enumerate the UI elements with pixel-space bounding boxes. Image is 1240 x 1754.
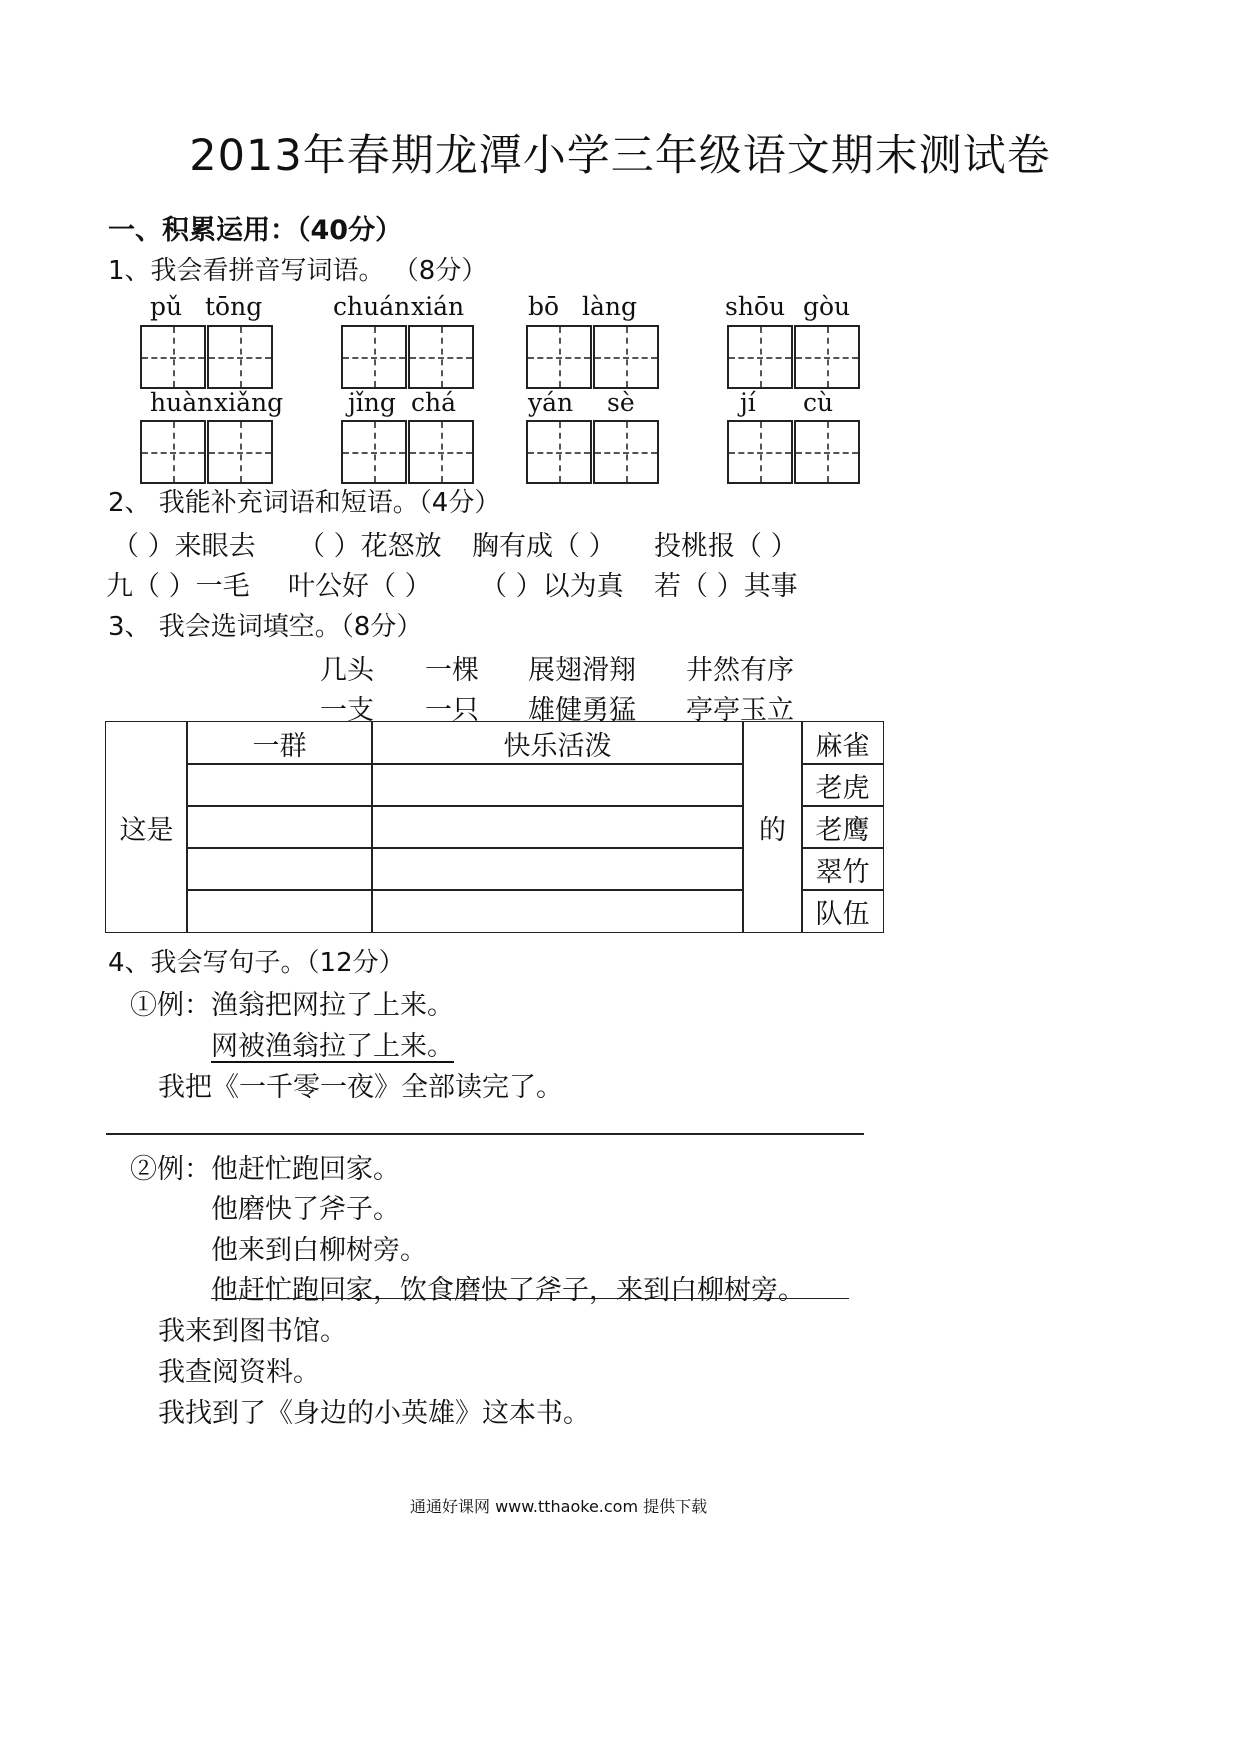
idiom-blank[interactable]: （ ）以为真 bbox=[480, 571, 624, 602]
word-option: 展翅滑翔 bbox=[528, 655, 636, 686]
example-2-sentence: 他赶忙跑回家。 bbox=[211, 1154, 400, 1185]
pinyin-label: pǔ bbox=[150, 292, 183, 321]
task-2-sentence: 我找到了《身边的小英雄》这本书。 bbox=[158, 1398, 590, 1429]
example-1-label: ①例： bbox=[130, 990, 211, 1021]
word-option: 一支 bbox=[320, 695, 374, 726]
example-2-label: ②例： bbox=[130, 1154, 211, 1185]
word-option: 井然有序 bbox=[686, 655, 794, 686]
table-adjective-cell: 快乐活泼 bbox=[371, 721, 744, 765]
question-2-heading: 2、 我能补充词语和短语。（4分） bbox=[108, 488, 501, 518]
example-2-sentence: 他来到白柳树旁。 bbox=[211, 1235, 427, 1266]
question-1-heading: 1、我会看拼音写词语。 （8分） bbox=[108, 256, 488, 286]
example-2-sentence: 他磨快了斧子。 bbox=[211, 1194, 400, 1225]
table-adjective-cell[interactable] bbox=[371, 847, 744, 891]
example-2-underline bbox=[211, 1298, 849, 1299]
task-1-sentence: 我把《一千零一夜》全部读完了。 bbox=[158, 1072, 563, 1103]
table-adjective-cell[interactable] bbox=[371, 805, 744, 849]
question-4-heading: 4、我会写句子。（12分） bbox=[108, 948, 405, 978]
idiom-blank[interactable]: 叶公好（ ） bbox=[288, 571, 432, 602]
word-option: 雄健勇猛 bbox=[528, 695, 636, 726]
task-2-sentence: 我查阅资料。 bbox=[158, 1357, 320, 1388]
table-adjective-cell[interactable] bbox=[371, 763, 744, 807]
idiom-blank[interactable]: （ ）花怒放 bbox=[298, 531, 442, 562]
pinyin-label: xiǎng bbox=[214, 388, 284, 417]
example-1-sentence: 渔翁把网拉了上来。 bbox=[211, 990, 454, 1021]
idiom-blank[interactable]: 若（ ）其事 bbox=[654, 571, 798, 602]
writing-box[interactable] bbox=[727, 325, 793, 389]
pinyin-label: yán bbox=[528, 388, 574, 417]
page-title: 2013年春期龙潭小学三年级语文期末测试卷 bbox=[189, 131, 1051, 181]
table-noun-cell: 翠竹 bbox=[801, 847, 884, 891]
pinyin-label: shōu bbox=[725, 292, 786, 321]
writing-box[interactable] bbox=[408, 420, 474, 484]
pinyin-label: xián bbox=[411, 292, 465, 321]
question-3-heading: 3、 我会选词填空。（8分） bbox=[108, 612, 423, 642]
writing-box[interactable] bbox=[526, 420, 592, 484]
table-noun-cell: 老鹰 bbox=[801, 805, 884, 849]
writing-box[interactable] bbox=[727, 420, 793, 484]
table-lead-cell: 这是 bbox=[105, 721, 188, 933]
writing-box[interactable] bbox=[341, 420, 407, 484]
pinyin-label: chuán bbox=[333, 292, 411, 321]
writing-box[interactable] bbox=[341, 325, 407, 389]
idiom-blank[interactable]: 投桃报（ ） bbox=[654, 531, 798, 562]
table-measure-cell[interactable] bbox=[186, 889, 373, 933]
pinyin-label: chá bbox=[411, 388, 457, 417]
table-adjective-cell[interactable] bbox=[371, 889, 744, 933]
table-noun-cell: 老虎 bbox=[801, 763, 884, 807]
pinyin-label: cù bbox=[803, 388, 834, 417]
table-measure-cell[interactable] bbox=[186, 847, 373, 891]
example-2-answer: 他赶忙跑回家，饮食磨快了斧子，来到白柳树旁。 bbox=[211, 1275, 805, 1306]
table-de-cell: 的 bbox=[742, 721, 803, 933]
writing-box[interactable] bbox=[207, 325, 273, 389]
task-2-sentence: 我来到图书馆。 bbox=[158, 1316, 347, 1347]
table-noun-cell: 麻雀 bbox=[801, 721, 884, 765]
idiom-blank[interactable]: 九（ ）一毛 bbox=[106, 571, 250, 602]
writing-box[interactable] bbox=[526, 325, 592, 389]
pinyin-label: huàn bbox=[150, 388, 214, 417]
footer-source: 通通好课网 www.tthaoke.com 提供下载 bbox=[410, 1497, 708, 1516]
table-noun-cell: 队伍 bbox=[801, 889, 884, 933]
word-option: 亭亭玉立 bbox=[686, 695, 794, 726]
writing-box[interactable] bbox=[408, 325, 474, 389]
pinyin-label: sè bbox=[607, 388, 635, 417]
pinyin-label: làng bbox=[582, 292, 638, 321]
writing-box[interactable] bbox=[140, 420, 206, 484]
writing-box[interactable] bbox=[794, 420, 860, 484]
pinyin-label: jí bbox=[740, 388, 756, 417]
word-option: 几头 bbox=[320, 655, 374, 686]
word-option: 一只 bbox=[425, 695, 479, 726]
answer-line[interactable] bbox=[106, 1133, 864, 1135]
writing-box[interactable] bbox=[593, 325, 659, 389]
writing-box[interactable] bbox=[593, 420, 659, 484]
example-1-answer: 网被渔翁拉了上来。 bbox=[211, 1031, 454, 1062]
writing-box[interactable] bbox=[794, 325, 860, 389]
writing-box[interactable] bbox=[140, 325, 206, 389]
pinyin-label: jǐng bbox=[348, 388, 396, 417]
writing-box[interactable] bbox=[207, 420, 273, 484]
pinyin-label: gòu bbox=[803, 292, 851, 321]
table-measure-cell: 一群 bbox=[186, 721, 373, 765]
idiom-blank[interactable]: （ ）来眼去 bbox=[112, 531, 256, 562]
idiom-blank[interactable]: 胸有成（ ） bbox=[472, 531, 616, 562]
table-measure-cell[interactable] bbox=[186, 763, 373, 807]
word-option: 一棵 bbox=[425, 655, 479, 686]
pinyin-label: tōng bbox=[205, 292, 263, 321]
section-1-heading: 一、积累运用：（40分） bbox=[108, 215, 403, 246]
pinyin-label: bō bbox=[528, 292, 560, 321]
table-measure-cell[interactable] bbox=[186, 805, 373, 849]
